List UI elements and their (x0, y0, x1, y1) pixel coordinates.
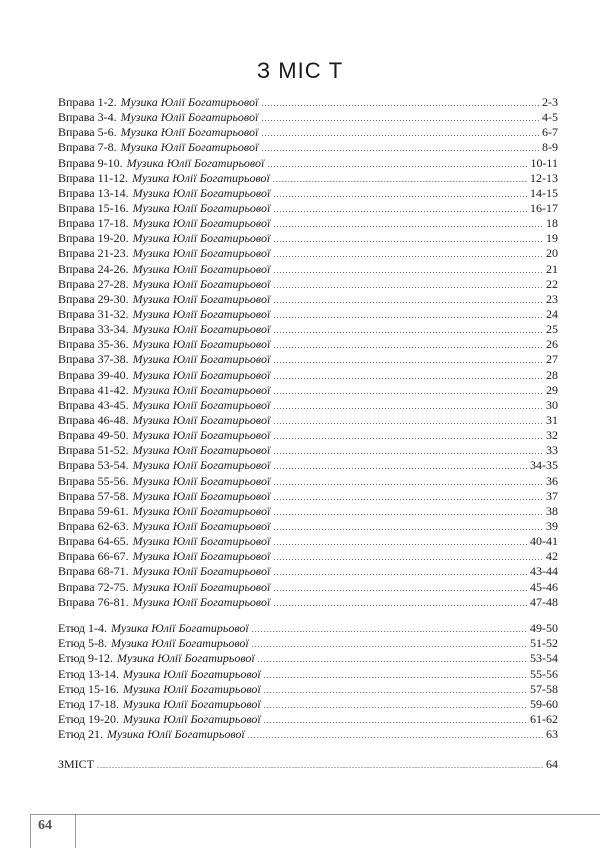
entry-label: ЗМІСТ (58, 757, 95, 771)
entry-author: Музика Юлії Богатирьової (117, 651, 255, 666)
entry-author: Музика Юлії Богатирьової (132, 579, 271, 594)
entry-label: Вправа 57-58. (58, 488, 129, 503)
entry-label: Вправа 19-20. (58, 231, 129, 246)
dot-leader (261, 141, 539, 156)
entry-label: Вправа 29-30. (58, 291, 129, 306)
entry-author: Музика Юлії Богатирьової (132, 261, 271, 276)
entry-page: 39 (546, 518, 558, 533)
page-number-tab (30, 814, 76, 848)
entry-page: 43-44 (530, 564, 558, 579)
entry-author: Музика Юлії Богатирьової (132, 367, 271, 382)
entry-author: Музика Юлії Богатирьової (132, 200, 271, 215)
entry-page: 51-52 (530, 636, 558, 651)
toc-row (58, 636, 558, 651)
entry-label: Вправа 51-52. (58, 443, 129, 458)
toc-row (58, 352, 558, 367)
toc-row (58, 110, 558, 125)
entry-label: Вправа 76-81. (58, 594, 129, 609)
entry-page: 21 (546, 261, 558, 276)
exercises-list (58, 95, 558, 610)
footer-rule (30, 814, 600, 815)
dot-leader (273, 263, 543, 278)
dot-leader (273, 187, 527, 202)
entry-page: 34-35 (530, 458, 558, 473)
entry-label: Вправа 5-6. (58, 125, 117, 140)
entry-author: Музика Юлії Богатирьової (132, 458, 271, 473)
entry-author: Музика Юлії Богатирьової (132, 594, 271, 609)
dot-leader (273, 596, 527, 611)
entry-page: 14-15 (530, 185, 558, 200)
toc-row (58, 504, 558, 519)
etudes-list (58, 621, 558, 743)
dot-leader (252, 622, 527, 637)
dot-leader (273, 505, 543, 520)
toc-row (58, 95, 558, 110)
entry-label: Вправа 21-23. (58, 246, 129, 261)
entry-label: Вправа 27-28. (58, 276, 129, 291)
dot-leader (273, 217, 543, 232)
entry-page: 25 (546, 322, 558, 337)
entry-label: Етюд 9-12. (58, 651, 114, 666)
entry-author: Музика Юлії Богатирьової (132, 170, 270, 185)
dot-leader (97, 758, 543, 773)
entry-author: Музика Юлії Богатирьової (132, 518, 271, 533)
entry-label: Вправа 24-26. (58, 261, 129, 276)
entry-page: 45-46 (530, 579, 558, 594)
entry-page: 2-3 (542, 95, 558, 109)
toc-row (58, 682, 558, 697)
toc-row (58, 337, 558, 352)
dot-leader (273, 293, 543, 308)
dot-leader (273, 323, 543, 338)
toc-row (58, 519, 558, 534)
entry-author: Музика Юлії Богатирьової (132, 428, 271, 443)
entry-label: Вправа 17-18. (58, 216, 129, 231)
entry-page: 10-11 (530, 155, 558, 170)
entry-label: Вправа 39-40. (58, 367, 129, 382)
dot-leader (273, 278, 543, 293)
entry-author: Музика Юлії Богатирьової (132, 503, 271, 518)
entry-page: 27 (546, 352, 558, 367)
dot-leader (273, 444, 543, 459)
dot-leader (273, 490, 543, 505)
toc-row (58, 443, 558, 458)
entry-author: Музика Юлії Богатирьової (111, 621, 249, 635)
entry-page: 26 (546, 337, 558, 352)
entry-page: 33 (546, 443, 558, 458)
dot-leader (273, 565, 527, 580)
dot-leader (273, 338, 543, 353)
entry-author: Музика Юлії Богатирьової (132, 216, 271, 231)
entry-label: Вправа 33-34. (58, 322, 129, 337)
dot-leader (273, 308, 543, 323)
entry-label: Вправа 53-54. (58, 458, 129, 473)
entry-page: 23 (546, 291, 558, 306)
entry-author: Музика Юлії Богатирьової (132, 276, 271, 291)
toc-row (58, 697, 558, 712)
entry-author: Музика Юлії Богатирьової (132, 185, 271, 200)
entry-author: Музика Юлії Богатирьової (123, 681, 261, 696)
entry-label: Етюд 19-20. (58, 712, 120, 727)
entry-label: Етюд 1-4. (58, 621, 108, 635)
page-title: З МІС Т (256, 58, 344, 83)
entry-label: Етюд 5-8. (58, 636, 108, 651)
entry-label: Вправа 46-48. (58, 412, 129, 427)
toc-row (58, 398, 558, 413)
entry-page: 57-58 (530, 681, 558, 696)
toc-row (58, 201, 558, 216)
entry-author: Музика Юлії Богатирьової (132, 291, 271, 306)
toc-row (58, 564, 558, 579)
dot-leader (273, 459, 527, 474)
entry-label: Вправа 1-2. (58, 95, 117, 109)
toc-row (58, 246, 558, 261)
page-number: 64 (38, 818, 52, 833)
toc-row (58, 580, 558, 595)
dot-leader (258, 652, 527, 667)
toc-row (58, 549, 558, 564)
entry-page: 19 (546, 231, 558, 246)
toc-row (58, 262, 558, 277)
dot-leader (273, 550, 543, 565)
entry-author: Музика Юлії Богатирьової (120, 95, 259, 109)
entry-page: 32 (546, 428, 558, 443)
toc-row (58, 322, 558, 337)
dot-leader (264, 713, 527, 728)
toc-row (58, 534, 558, 549)
entry-label: Етюд 13-14. (58, 666, 120, 681)
toc-row (58, 307, 558, 322)
entry-author: Музика Юлії Богатирьової (120, 125, 259, 140)
entry-page: 38 (546, 503, 558, 518)
toc-row (58, 712, 558, 727)
entry-label: Вправа 68-71. (58, 564, 129, 579)
entry-label: Етюд 17-18. (58, 696, 120, 711)
entry-label: Вправа 66-67. (58, 549, 129, 564)
dot-leader (264, 698, 527, 713)
entry-author: Музика Юлії Богатирьової (126, 155, 265, 170)
toc-row (58, 757, 558, 772)
toc-row (58, 667, 558, 682)
entry-label: Вправа 37-38. (58, 352, 129, 367)
entry-author: Музика Юлії Богатирьової (132, 473, 271, 488)
toc-row (58, 651, 558, 666)
dot-leader (273, 384, 543, 399)
entry-label: Вправа 9-10. (58, 155, 123, 170)
entry-author: Музика Юлії Богатирьової (123, 712, 261, 727)
dot-leader (273, 399, 543, 414)
toc-row (58, 727, 558, 742)
dot-leader (248, 728, 543, 743)
entry-page: 53-54 (530, 651, 558, 666)
dot-leader (273, 535, 527, 550)
toc-row (58, 621, 558, 636)
toc-row (58, 428, 558, 443)
entry-page: 31 (546, 412, 558, 427)
entry-author: Музика Юлії Богатирьової (132, 443, 271, 458)
entry-author: Музика Юлії Богатирьової (132, 306, 271, 321)
entry-page: 24 (546, 306, 558, 321)
entry-author: Музика Юлії Богатирьової (132, 412, 271, 427)
entry-label: Вправа 3-4. (58, 110, 117, 125)
toc-row (58, 474, 558, 489)
dot-leader (273, 520, 543, 535)
dot-leader (273, 247, 543, 262)
entry-author: Музика Юлії Богатирьової (132, 231, 271, 246)
entry-page: 20 (546, 246, 558, 261)
entry-label: Вправа 7-8. (58, 140, 117, 155)
entry-page: 30 (546, 397, 558, 412)
entry-author: Музика Юлії Богатирьової (111, 636, 249, 651)
toc-row (58, 489, 558, 504)
entry-label: Вправа 31-32. (58, 306, 129, 321)
entry-page: 6-7 (542, 125, 558, 140)
toc-row (58, 171, 558, 186)
dot-leader (267, 157, 527, 172)
toc-row (58, 140, 558, 155)
entry-author: Музика Юлії Богатирьової (132, 534, 271, 549)
dot-leader (273, 475, 543, 490)
dot-leader (273, 172, 527, 187)
entry-author: Музика Юлії Богатирьової (132, 352, 271, 367)
entry-author: Музика Юлії Богатирьової (120, 140, 259, 155)
contents-entry (58, 757, 558, 772)
entry-page: 28 (546, 367, 558, 382)
dot-leader (273, 429, 543, 444)
dot-leader (273, 232, 543, 247)
entry-author: Музика Юлії Богатирьової (132, 488, 271, 503)
toc-row (58, 383, 558, 398)
entry-label: Етюд 15-16. (58, 681, 120, 696)
entry-label: Вправа 15-16. (58, 200, 129, 215)
entry-page: 61-62 (530, 712, 558, 727)
entry-author: Музика Юлії Богатирьової (107, 727, 245, 742)
entry-label: Вправа 13-14. (58, 185, 129, 200)
dot-leader (264, 683, 527, 698)
entry-label: Вправа 62-63. (58, 518, 129, 533)
entry-label: Вправа 35-36. (58, 337, 129, 352)
entry-page: 59-60 (530, 696, 558, 711)
entry-page: 18 (546, 216, 558, 231)
dot-leader (264, 668, 527, 683)
entry-author: Музика Юлії Богатирьової (120, 110, 259, 125)
entry-label: Вправа 55-56. (58, 473, 129, 488)
toc-row (58, 156, 558, 171)
entry-author: Музика Юлії Богатирьової (132, 564, 271, 579)
entry-page: 37 (546, 488, 558, 503)
dot-leader (261, 126, 539, 141)
entry-author: Музика Юлії Богатирьової (132, 397, 271, 412)
toc-row (58, 595, 558, 610)
entry-page: 36 (546, 473, 558, 488)
toc-row (58, 216, 558, 231)
dot-leader (261, 96, 539, 111)
dot-leader (273, 581, 527, 596)
dot-leader (261, 111, 539, 126)
entry-author: Музика Юлії Богатирьової (132, 337, 271, 352)
toc-row (58, 413, 558, 428)
entry-author: Музика Юлії Богатирьової (132, 382, 271, 397)
dot-leader (273, 202, 527, 217)
entry-page: 47-48 (530, 594, 558, 609)
entry-page: 4-5 (542, 110, 558, 125)
entry-page: 29 (546, 382, 558, 397)
entry-page: 16-17 (530, 200, 558, 215)
dot-leader (273, 353, 543, 368)
entry-author: Музика Юлії Богатирьової (123, 666, 261, 681)
entry-label: Етюд 21. (58, 727, 104, 742)
toc-row (58, 368, 558, 383)
entry-page: 55-56 (530, 666, 558, 681)
toc-row (58, 125, 558, 140)
entry-label: Вправа 41-42. (58, 382, 129, 397)
entry-label: Вправа 64-65. (58, 534, 129, 549)
entry-page: 63 (546, 727, 558, 742)
dot-leader (252, 637, 527, 652)
entry-label: Вправа 72-75. (58, 579, 129, 594)
entry-author: Музика Юлії Богатирьової (132, 322, 271, 337)
toc-row (58, 458, 558, 473)
entry-page: 40-41 (530, 534, 558, 549)
entry-page: 12-13 (530, 170, 558, 185)
entry-page: 64 (546, 757, 558, 771)
entry-author: Музика Юлії Богатирьової (132, 246, 271, 261)
toc-row (58, 277, 558, 292)
dot-leader (273, 414, 543, 429)
entry-page: 8-9 (542, 140, 558, 155)
entry-author: Музика Юлії Богатирьової (132, 549, 271, 564)
dot-leader (273, 369, 543, 384)
toc-row (58, 186, 558, 201)
entry-label: Вправа 11-12. (58, 170, 129, 185)
entry-label: Вправа 59-61. (58, 503, 129, 518)
entry-page: 49-50 (530, 621, 558, 635)
entry-label: Вправа 43-45. (58, 397, 129, 412)
entry-page: 42 (546, 549, 558, 564)
entry-author: Музика Юлії Богатирьової (123, 696, 261, 711)
toc-row (58, 292, 558, 307)
toc-row (58, 231, 558, 246)
entry-label: Вправа 49-50. (58, 428, 129, 443)
entry-page: 22 (546, 276, 558, 291)
